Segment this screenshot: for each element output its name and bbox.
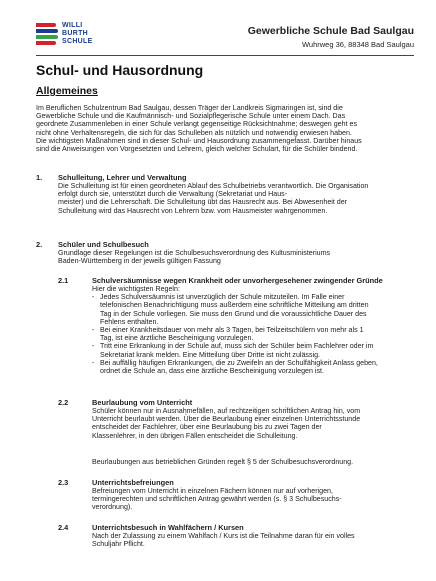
section-heading: Schulleitung, Lehrer und Verwaltung [58,173,187,182]
logo-text [62,22,93,46]
logo-stripes-icon [36,23,58,49]
body-line: Schulleitung wird das Hausrecht von Lehrern bzw. vom Hausmeister wahrgenommen. [58,206,328,215]
intro-line: Gewerbliche Schule und die Kaufmännisch- und Sozialpflegerische Schule unter einem Dach. Das [36,112,346,121]
bullet-dash: - [92,358,95,367]
bullet-dash: - [92,342,95,351]
list-item [92,326,422,342]
bullet-line: Bei einer Krankheitsdauer von mehr als 3 Tagen, bei Teilzeitschülern von mehr als 1 [100,326,364,335]
section-heading-allgemeines: Allgemeines [36,85,98,97]
bullet-line: Tag, ist eine ärztliche Bescheinigung vorzulegen. [100,334,254,343]
school-name: Gewerbliche Schule Bad Saulgau [247,25,414,37]
bullet-line: Tag in der Schule vorliegen. Sie muss den Grund und die voraussichtliche Dauer des [100,309,367,318]
intro-line: nicht ohne Verhaltensregeln, die sich für das Schulleben als nützlich und notwendig erwiesen haben. [36,128,352,137]
body-line: Nach der Zulassung zu einem Wahlfach / Kurs ist die Teilnahme daran für ein volles [92,532,355,540]
header-divider [36,55,414,56]
body-line: meister) und die Lehrerschaft. Die Schulleitung übt das Hausrecht aus. Bei Abwesenheit der [58,198,348,207]
subsection-heading: Unterrichtsbefreiungen [92,478,174,487]
list-item [92,342,422,358]
bullet-dash: - [92,293,95,302]
body-line: Schuljahr Pflicht. [92,540,145,549]
body-line: entscheidet der Fachlehrer, über eine Beurlaubung bis zu zwei Tagen der [92,423,322,432]
subsection-body [92,407,422,440]
body-line: Die Schulleitung ist für einen geordneten Ablauf des Schulbetriebs verantwortlich. Die Organisation [58,182,369,190]
body-line: erfolgt durch sie, unterstützt durch die Verwaltung (Sekretariat und Haus- [58,190,288,199]
subsection-number: 2.1 [58,276,69,285]
body-line: Befreiungen vom Unterricht in einzelnen Fächern können nur auf vorherigen, [92,487,333,495]
intro-line: Die wichtigsten Maßnahmen sind in dieser Schul- und Hausordnung zusammengefasst. Darüber hinaus [36,136,362,145]
subsection-body [92,487,422,512]
body-line: Hier die wichtigsten Regeln: [92,285,180,293]
subsection-heading: Unterrichtsbesuch in Wahlfächern / Kursen [92,523,244,532]
section-heading: Schüler und Schulbesuch [58,240,149,249]
subsection-number: 2.4 [58,523,69,532]
list-item [92,359,422,375]
page-title: Schul- und Hausordnung [36,62,204,78]
intro-paragraph [36,104,416,153]
logo-line-3: SCHULE [62,38,93,45]
body-line: Klassenlehrer, in den übrigen Fällen entscheidet die Schulleitung. [92,431,298,440]
body-line: Baden-Württemberg in der jeweils gültigen Fassung [58,257,221,266]
bullet-line: telefonischen Benachrichtigung muss außerdem eine schriftliche Mitteilung am dritten [100,301,369,310]
subsection-body [92,285,422,375]
bullet-dash: - [92,326,95,335]
bullet-line: Tritt eine Erkrankung in der Schule auf, muss sich der Schüler beim Fachlehrer oder im [100,342,374,351]
body-line: termingerechten und schriftlichen Antrag gewährt werden (s. § 3 Schulbesuchs- [92,495,342,504]
body-line: verordnung). [92,503,133,512]
subsection-heading: Beurlaubung vom Unterricht [92,398,193,407]
school-address: Wuhrweg 36, 88348 Bad Saulgau [301,40,414,49]
logo-line-1: WILLI [62,22,83,29]
intro-line: Im Beruflichen Schulzentrum Bad Saulgau, dessen Träger der Landkreis Sigmaringen ist, sind die [36,104,343,112]
subsection-number: 2.3 [58,478,69,487]
intro-line: geordnete Zusammenleben in einer Schule verlangt gegenseitige Rücksichtnahme; deswegen geht es [36,120,357,129]
body-line: Schüler können nur in Ausnahmefällen, auf rechtzeitigen schriftlichen Antrag hin, vom [92,407,361,415]
list-item [92,293,422,326]
subsection-heading: Schulversäumnisse wegen Krankheit oder unvorhergesehener zwingender Gründe [92,276,383,285]
subsection-number: 2.2 [58,398,69,407]
intro-line: sind die Anweisungen von Vorgesetzten und Lehrern, gleich welcher Schulart, für die Schüler bindend. [36,145,358,154]
body-line: Grundlage dieser Regelungen ist die Schulbesuchsverordnung des Kultusministeriums [58,249,331,257]
bullet-line: Sekretariat krank melden. Eine Mitteilung über Dritte ist nicht zulässig. [100,350,321,359]
body-line: Unterricht beurlaubt werden. Über die Beurlaubung einer einzelnen Unterrichtsstunde [92,415,361,424]
logo-line-2: BURTH [62,30,88,37]
subsection-body [92,532,422,548]
subsection-note: Beurlaubungen aus betrieblichen Gründen regelt § 5 der Schulbesuchsverordnung. [92,458,354,466]
bullet-line: ordnet die Schule an, dass eine ärztliche Bescheinigung vorzulegen ist. [100,367,324,376]
section-number: 1. [36,173,43,182]
bullet-line: Bei auffällig häufigen Erkrankungen, die zu Zweifeln an der Schulfähigkeit Anlass geben, [100,358,378,367]
bullet-line: Fehlens enthalten. [100,317,159,326]
school-logo [36,22,116,52]
section-number: 2. [36,240,43,249]
section-body [58,249,418,265]
bullet-line: Jedes Schulversäumnis ist unverzüglich der Schule mitzuteilen. Im Falle einer [100,293,345,302]
section-body [58,182,418,215]
